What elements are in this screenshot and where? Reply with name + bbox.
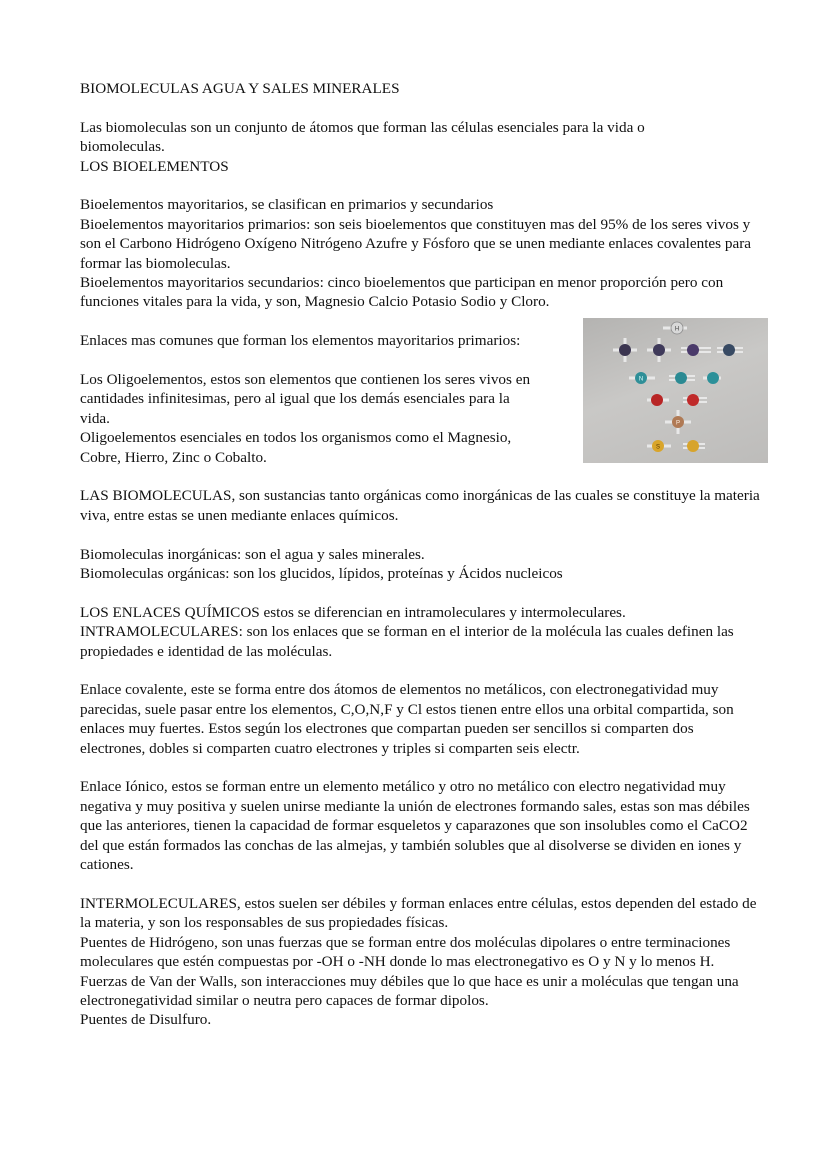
oligo-line-4: Oligoelementos esenciales en todos los organismos como el Magnesio, (80, 429, 512, 447)
intro-line-1: Las biomoleculas son un conjunto de átomos que forman las células esenciales para la vida o (80, 118, 645, 136)
oligo-line-5: Cobre, Hierro, Zinc o Cobalto. (80, 448, 267, 466)
intermoleculares-paragraph: INTERMOLECULARES, estos suelen ser débiles y forman enlaces entre células, estos dependen del estado de la materia, y son los responsables de sus propiedades físicas. (80, 894, 757, 932)
carbon-models-row (613, 338, 743, 362)
hydrogen-label: H (674, 326, 680, 333)
puentes-disulfuro-line: Puentes de Disulfuro. (80, 1011, 212, 1029)
bioelementos-paragraph-3: Bioelementos mayoritarios secundarios: cinco bioelementos que participan en menor proporción pero con funciones vitales para la vida, y son, Magnesio Calcio Potasio Sodio y Cloro. (80, 274, 724, 311)
enlaces-quimicos-paragraph: LOS ENLACES QUÍMICOS estos se diferencian en intramoleculares y intermoleculares. (80, 603, 626, 621)
biomoleculas-organicas: Biomoleculas orgánicas: son los glucidos, lípidos, proteínas y Ácidos nucleicos (80, 565, 563, 583)
van-der-walls-paragraph: Fuerzas de Van der Walls, son interacciones muy débiles que lo que hace es unir a moléculas que tengan una electronegatividad similar o neutra pero capaces de formar dipolos. (80, 972, 739, 1009)
oligo-line-3: vida. (80, 409, 110, 427)
puentes-hidrogeno-paragraph: Puentes de Hidrógeno, son unas fuerzas que se forman entre dos moléculas dipolares o entre terminaciones moleculares que estén compuestas por -OH o -NH donde lo mas electronegativo es O y N y lo menos H. (80, 933, 731, 971)
hydrogen-model (663, 322, 687, 334)
phosphorus-model (665, 410, 691, 434)
bioelementos-heading: LOS BIOELEMENTOS (80, 157, 229, 175)
document-body (80, 79, 760, 1030)
intramoleculares-paragraph: INTRAMOLECULARES: son los enlaces que se forman en el interior de la molécula las cuales definen las propiedades e identidad de las moléculas. (80, 623, 734, 660)
bioelementos-paragraph-2: Bioelementos mayoritarios primarios: son seis bioelementos que constituyen mas del 95% de los seres vivos y son el Carbono Hidrógeno Oxígeno Nitrógeno Azufre y Fósforo que se unen mediante enlaces covalentes para formar las biomoleculas. (80, 215, 752, 272)
nitrogen-label: N (638, 376, 644, 383)
biomoleculas-inorganicas: Biomoleculas inorgánicas: son el agua y sales minerales. (80, 545, 425, 563)
document-title: BIOMOLECULAS AGUA Y SALES MINERALES (80, 80, 400, 97)
bond-models-illustration (583, 318, 768, 463)
covalente-paragraph: Enlace covalente, este se forma entre dos átomos de elementos no metálicos, con electronegatividad muy parecidas, suele pasar entre los elementos, C,O,N,F y Cl estos tienen entre ellos una orbital compartida, son enlaces muy fuertes. Estos según los electrones que compartan pueden ser sencillos si comparten dos electrones, dobles si comparten cuatro electrones y triples si comparten seis electr. (80, 681, 734, 757)
oxygen-models-row (647, 394, 707, 406)
oligo-line-2: cantidades infinitesimas, pero al igual que los demás esenciales para la (80, 390, 510, 408)
intro-line-2: biomoleculas. (80, 138, 165, 156)
enlaces-comunes-line: Enlaces mas comunes que forman los elementos mayoritarios primarios: (80, 332, 521, 350)
ionico-paragraph: Enlace Iónico, estos se forman entre un elemento metálico y otro no metálico con electro negatividad muy negativa y muy positiva y suelen unirse mediante la unión de electrones formando sales, estas son mas débiles que las anteriores, tienen la capacidad de formar esqueletos y caparazones que son insolubles como el CaCO2 del que están formados las conchas de las almejas, y también solubles que al disolverse se dividen en iones y cationes. (80, 778, 750, 874)
nitrogen-models-row (629, 372, 721, 384)
phosphorus-label: P (675, 420, 681, 427)
sulfur-label: S (655, 444, 661, 451)
biomoleculas-paragraph-1: LAS BIOMOLECULAS, son sustancias tanto orgánicas como inorgánicas de las cuales se constituye la materia viva, entre estas se unen mediante enlaces químicos. (80, 487, 760, 524)
oligo-line-1: Los Oligoelementos, estos son elementos que contienen los seres vivos en (80, 371, 531, 389)
bioelementos-paragraph-1: Bioelementos mayoritarios, se clasifican en primarios y secundarios (80, 196, 494, 214)
bond-models-image (583, 318, 768, 463)
sulfur-models-row (647, 440, 705, 452)
